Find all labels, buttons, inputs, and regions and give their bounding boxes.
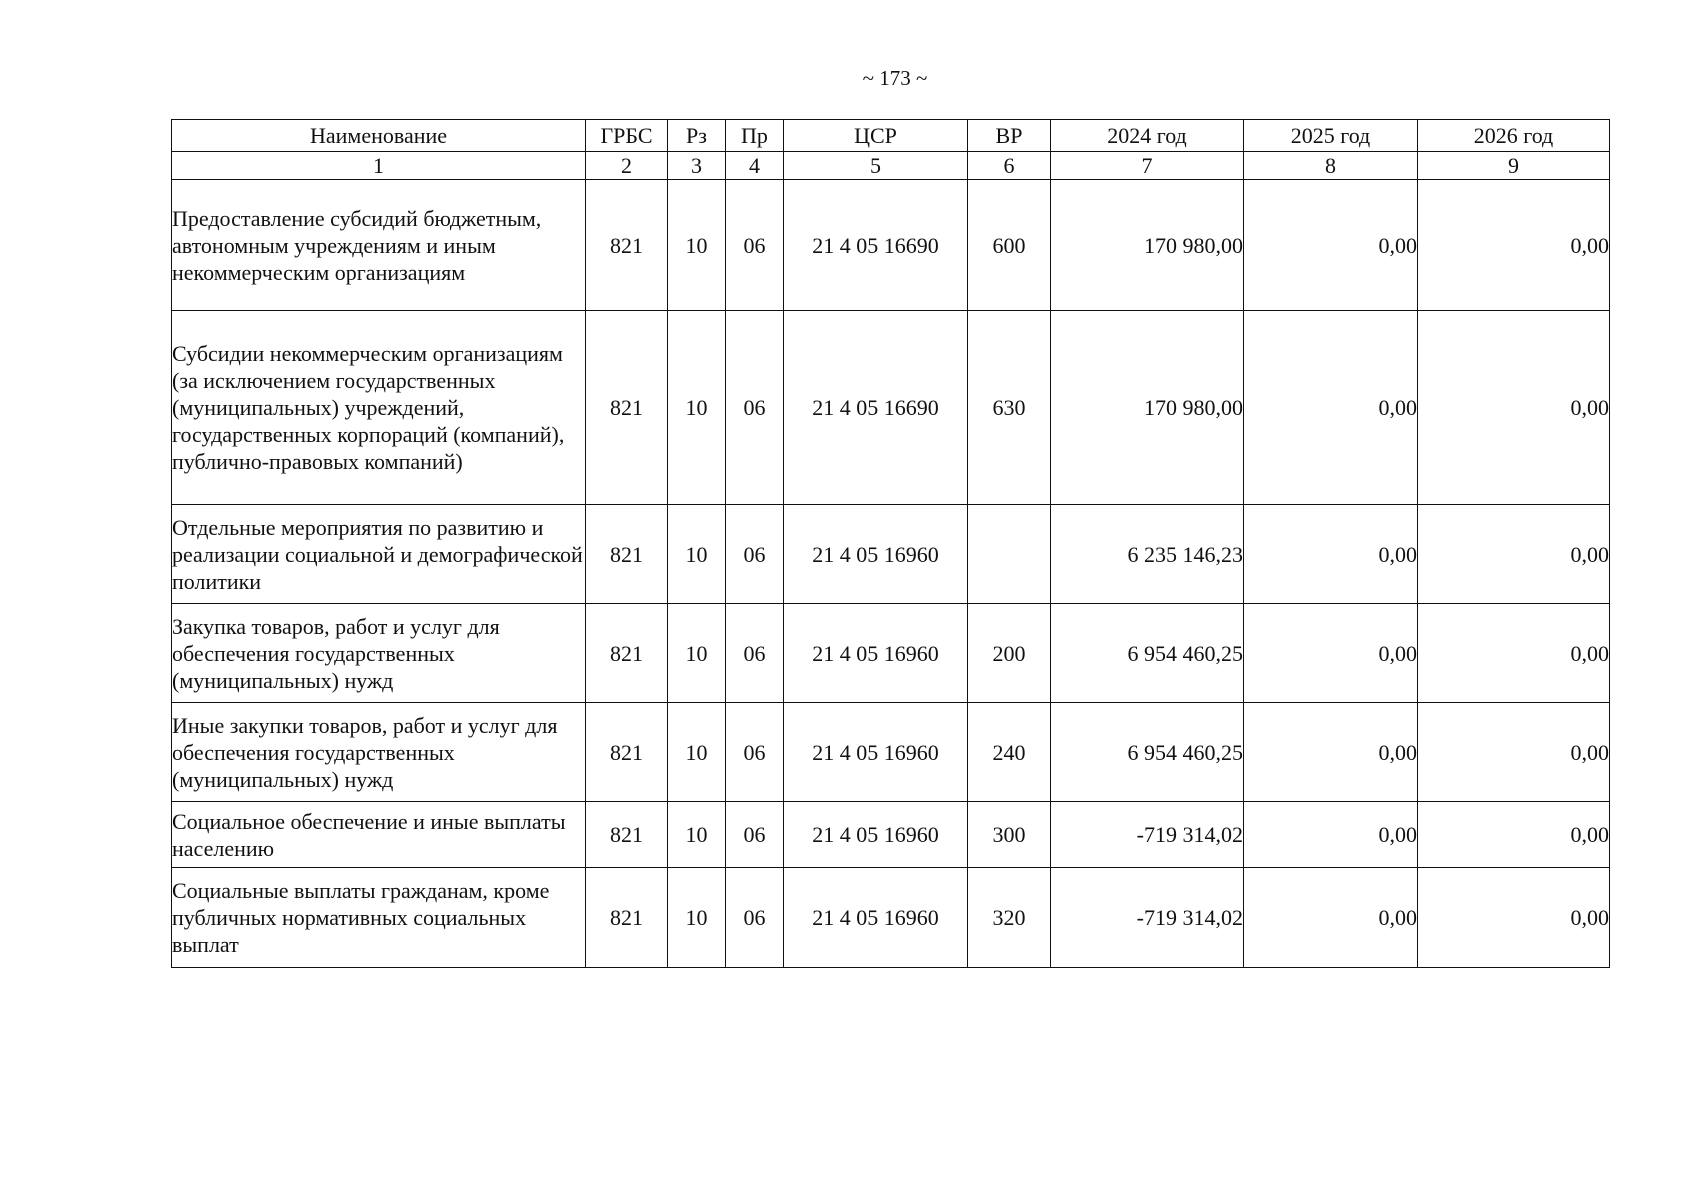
header-2024: 2024 год (1051, 120, 1244, 152)
header-row (172, 120, 1610, 152)
row-csr: 21 4 05 16960 (784, 868, 968, 968)
row-pr: 06 (726, 505, 784, 604)
row-grbs: 821 (586, 311, 668, 505)
row-grbs: 821 (586, 180, 668, 311)
row-vr (968, 505, 1051, 604)
row-vr: 320 (968, 868, 1051, 968)
page-number: ~ 173 ~ (862, 66, 928, 90)
row-2026: 0,00 (1418, 604, 1610, 703)
row-2024: -719 314,02 (1051, 802, 1244, 868)
budget-table (171, 119, 1610, 968)
table-row (172, 802, 1610, 868)
header-2025: 2025 год (1244, 120, 1418, 152)
row-2025: 0,00 (1244, 802, 1418, 868)
row-name: Социальные выплаты гражданам, кроме публичных нормативных социальных выплат (172, 868, 586, 968)
row-2026: 0,00 (1418, 311, 1610, 505)
column-number: 2 (586, 152, 668, 180)
row-2026: 0,00 (1418, 868, 1610, 968)
row-csr: 21 4 05 16690 (784, 180, 968, 311)
row-2026: 0,00 (1418, 180, 1610, 311)
table-row (172, 180, 1610, 311)
row-2026: 0,00 (1418, 505, 1610, 604)
header-2026: 2026 год (1418, 120, 1610, 152)
row-grbs: 821 (586, 505, 668, 604)
row-rz: 10 (668, 868, 726, 968)
row-pr: 06 (726, 703, 784, 802)
header-pr: Пр (726, 120, 784, 152)
row-rz: 10 (668, 604, 726, 703)
column-number: 9 (1418, 152, 1610, 180)
row-rz: 10 (668, 802, 726, 868)
row-2024: 6 954 460,25 (1051, 703, 1244, 802)
row-pr: 06 (726, 604, 784, 703)
row-2025: 0,00 (1244, 180, 1418, 311)
table-row (172, 703, 1610, 802)
row-name: Субсидии некоммерческим организациям (за исключением государственных (муниципальных) учреждений, государственных корпораций (компаний), публично-правовых компаний) (172, 311, 586, 505)
header-vr: ВР (968, 120, 1051, 152)
header-grbs: ГРБС (586, 120, 668, 152)
row-2025: 0,00 (1244, 311, 1418, 505)
row-2025: 0,00 (1244, 703, 1418, 802)
row-grbs: 821 (586, 703, 668, 802)
row-pr: 06 (726, 180, 784, 311)
column-number: 7 (1051, 152, 1244, 180)
table-row (172, 311, 1610, 505)
row-rz: 10 (668, 505, 726, 604)
row-vr: 630 (968, 311, 1051, 505)
header-rz: Рз (668, 120, 726, 152)
row-name: Предоставление субсидий бюджетным, автономным учреждениям и иным некоммерческим организациям (172, 180, 586, 311)
row-2024: -719 314,02 (1051, 868, 1244, 968)
row-csr: 21 4 05 16960 (784, 703, 968, 802)
row-2025: 0,00 (1244, 868, 1418, 968)
row-2024: 6 235 146,23 (1051, 505, 1244, 604)
column-number: 8 (1244, 152, 1418, 180)
row-grbs: 821 (586, 868, 668, 968)
row-csr: 21 4 05 16960 (784, 802, 968, 868)
row-pr: 06 (726, 311, 784, 505)
row-grbs: 821 (586, 802, 668, 868)
header-name: Наименование (172, 120, 586, 152)
row-2025: 0,00 (1244, 505, 1418, 604)
table-row (172, 604, 1610, 703)
row-csr: 21 4 05 16960 (784, 505, 968, 604)
row-rz: 10 (668, 703, 726, 802)
row-2024: 170 980,00 (1051, 180, 1244, 311)
column-number: 4 (726, 152, 784, 180)
row-csr: 21 4 05 16690 (784, 311, 968, 505)
column-number: 3 (668, 152, 726, 180)
row-2025: 0,00 (1244, 604, 1418, 703)
column-numbers-row (172, 152, 1610, 180)
column-number: 5 (784, 152, 968, 180)
header-csr: ЦСР (784, 120, 968, 152)
row-pr: 06 (726, 802, 784, 868)
row-name: Закупка товаров, работ и услуг для обеспечения государственных (муниципальных) нужд (172, 604, 586, 703)
row-vr: 300 (968, 802, 1051, 868)
row-pr: 06 (726, 868, 784, 968)
row-vr: 240 (968, 703, 1051, 802)
row-2026: 0,00 (1418, 802, 1610, 868)
row-grbs: 821 (586, 604, 668, 703)
row-2024: 6 954 460,25 (1051, 604, 1244, 703)
table-row (172, 868, 1610, 968)
row-rz: 10 (668, 180, 726, 311)
row-2026: 0,00 (1418, 703, 1610, 802)
row-rz: 10 (668, 311, 726, 505)
row-csr: 21 4 05 16960 (784, 604, 968, 703)
column-number: 6 (968, 152, 1051, 180)
column-number: 1 (172, 152, 586, 180)
table-row (172, 505, 1610, 604)
row-name: Отдельные мероприятия по развитию и реализации социальной и демографической политики (172, 505, 586, 604)
row-vr: 600 (968, 180, 1051, 311)
row-2024: 170 980,00 (1051, 311, 1244, 505)
row-name: Социальное обеспечение и иные выплаты населению (172, 802, 586, 868)
row-name: Иные закупки товаров, работ и услуг для обеспечения государственных (муниципальных) нужд (172, 703, 586, 802)
row-vr: 200 (968, 604, 1051, 703)
